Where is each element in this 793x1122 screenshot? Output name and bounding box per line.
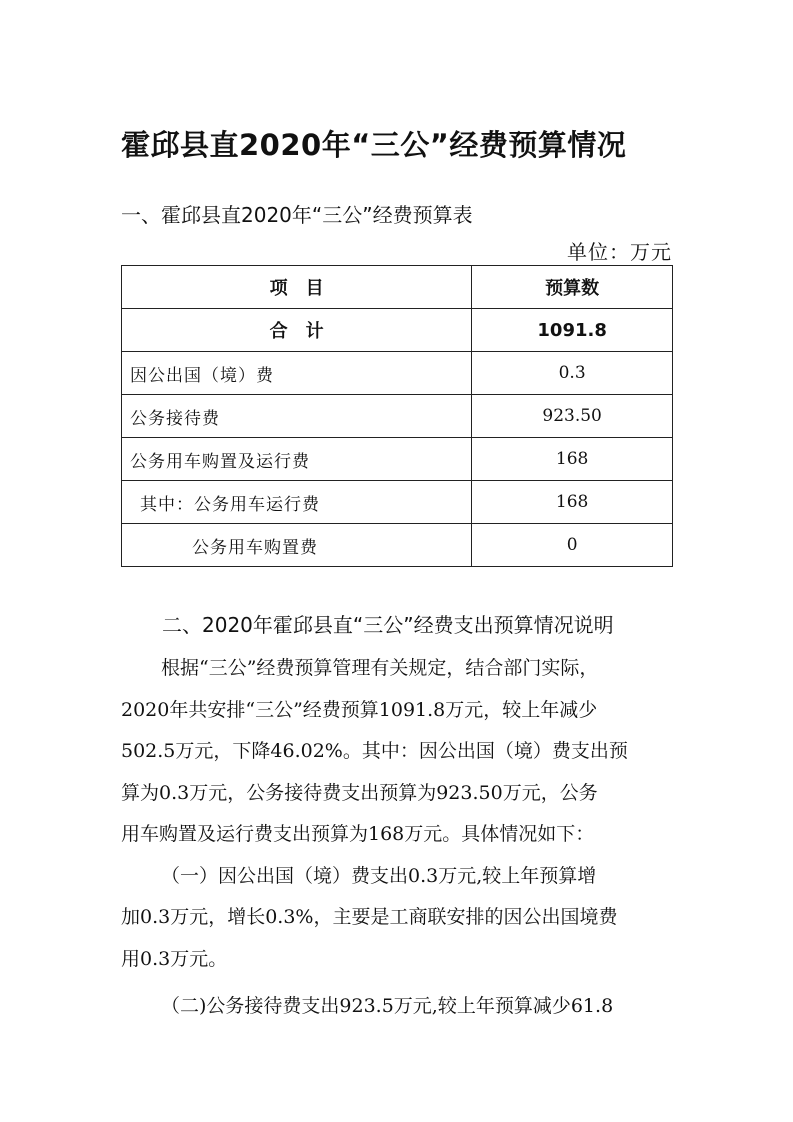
text-line: 用0.3万元。 <box>121 947 228 970</box>
text-line: 根据“三公”经费预算管理有关规定，结合部门实际， <box>161 657 599 679</box>
total-label: 合 计 <box>122 309 472 352</box>
header-item: 项 目 <box>122 266 472 309</box>
row-label: 公务用车购置及运行费 <box>122 438 472 481</box>
text-line: 502.5万元，下降46.02%。其中：因公出国（境）费支出预 <box>121 740 628 762</box>
row-value: 0 <box>472 524 673 567</box>
table-row <box>122 395 673 438</box>
table-row <box>122 524 673 567</box>
row-label: 因公出国（境）费 <box>122 352 472 395</box>
budget-table <box>121 265 673 567</box>
paragraph <box>121 648 673 856</box>
page-title: 霍邱县直2020年“三公”经费预算情况 <box>121 128 627 162</box>
unit-label: 单位：万元 <box>567 240 672 264</box>
row-label: 公务用车购置费 <box>122 524 472 567</box>
row-value: 0.3 <box>472 352 673 395</box>
text-line: 加0.3万元，增长0.3%，主要是工商联安排的因公出国境费 <box>121 906 618 928</box>
table-row <box>122 352 673 395</box>
text-line: 用车购置及运行费支出预算为168万元。具体情况如下： <box>121 823 595 845</box>
table-row <box>122 438 673 481</box>
section-1-heading: 一、霍邱县直2020年“三公”经费预算表 <box>121 203 473 227</box>
row-value: 168 <box>472 481 673 524</box>
text-line: 算为0.3万元，公务接待费支出预算为923.50万元，公务 <box>121 781 598 804</box>
row-value: 923.50 <box>472 395 673 438</box>
text-line: 2020年共安排“三公”经费预算1091.8万元，较上年减少 <box>121 698 598 721</box>
section-2-heading: 二、2020年霍邱县直“三公”经费支出预算情况说明 <box>162 613 614 637</box>
table-row <box>122 481 673 524</box>
total-value: 1091.8 <box>472 309 673 352</box>
text-line: （一）因公出国（境）费支出0.3万元,较上年预算增 <box>161 864 597 887</box>
row-label: 其中：公务用车运行费 <box>122 481 472 524</box>
paragraph <box>121 856 673 981</box>
table-total-row <box>122 309 673 352</box>
row-value: 168 <box>472 438 673 481</box>
header-budget: 预算数 <box>472 266 673 309</box>
text-line: （二)公务接待费支出923.5万元,较上年预算减少61.8 <box>161 995 614 1017</box>
section-2-body <box>121 648 673 1028</box>
row-label: 公务接待费 <box>122 395 472 438</box>
table-header-row <box>122 266 673 309</box>
paragraph <box>121 986 673 1028</box>
